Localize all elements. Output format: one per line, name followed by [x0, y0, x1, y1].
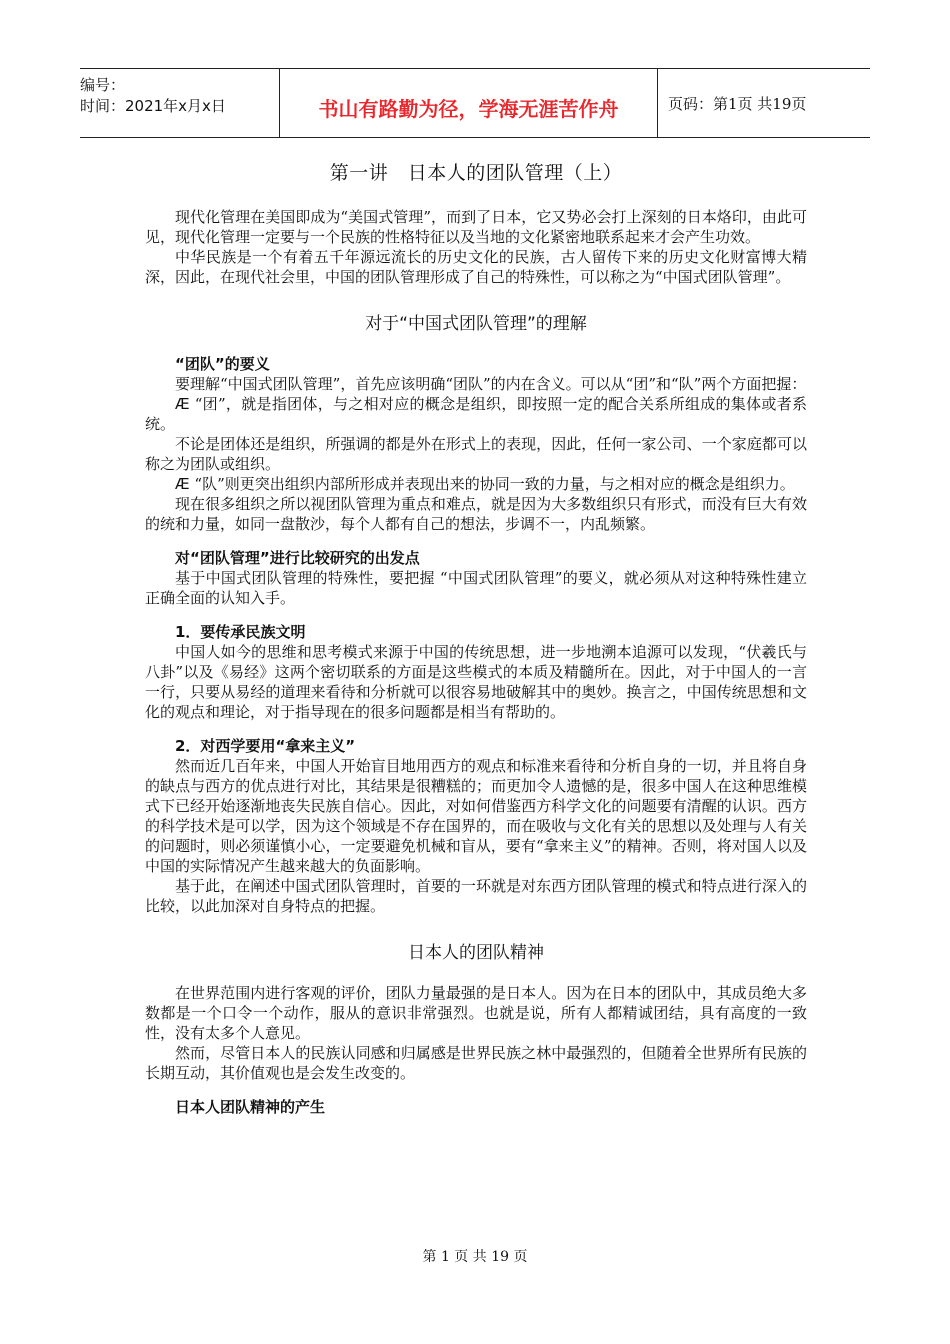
body-paragraph: 基于此，在阐述中国式团队管理时，首要的一环就是对东西方团队管理的模式和特点进行深入的比较，以此加深对自身特点的把握。 [145, 877, 807, 915]
header-meta [80, 69, 280, 137]
header-time: 时间：2021年x月x日 [80, 97, 226, 115]
bullet-paragraph [145, 394, 807, 434]
document-title: 第一讲 日本人的团队管理（上） [329, 162, 623, 184]
subheading: 日本人团队精神的产生 [175, 1098, 326, 1116]
section-heading: 对于“中国式团队管理”的理解 [365, 314, 587, 334]
page-footer: 第 1 页 共 19 页 [422, 1249, 528, 1265]
subheading: “团队”的要义 [175, 355, 270, 373]
body-paragraph: 然而，尽管日本人的民族认同感和归属感是世界民族之林中最强烈的，但随着全世界所有民族的长期互动，其价值观也是会发生改变的。 [145, 1044, 807, 1082]
document-body [145, 150, 807, 1117]
page-header [80, 68, 870, 138]
motto-text: 书山有路勤为径，学海无涯苦作舟 [318, 96, 619, 121]
body-paragraph: 要理解“中国式团队管理”，首先应该明确“团队”的内在含义。可以从“团”和“队”两个方面把握： [175, 375, 807, 393]
body-paragraph: 然而近几百年来，中国人开始盲目地用西方的观点和标准来看待和分析自身的一切，并且将自身的缺点与西方的优点进行对比，其结果是很糟糕的；而更加令人遗憾的是，很多中国人在这种思维模式下已经开始逐渐地丧失民族自信心。因此，对如何借鉴西方科学文化的问题要有清醒的认识。西方的科学技术是可以学，因为这个领域是不存在国界的，而在吸收与文化有关的思想以及处理与人有关的问题时，则必须谨慎小心，一定要避免机械和盲从，要有“拿来主义”的精神。否则，将对国人以及中国的实际情况产生越来越大的负面影响。 [145, 757, 807, 875]
header-motto [280, 69, 658, 137]
bullet-icon: Æ [175, 395, 190, 413]
header-number: 编号： [80, 76, 126, 94]
page-info-text: 页码：第1页 共19页 [668, 94, 807, 113]
bullet-paragraph [145, 474, 807, 494]
subheading: 1．要传承民族文明 [175, 623, 306, 641]
body-paragraph: 在世界范围内进行客观的评价，团队力量最强的是日本人。因为在日本的团队中，其成员绝大多数都是一个口令一个动作，服从的意识非常强烈。也就是说，所有人都精诚团结，具有高度的一致性，没有太多个人意见。 [145, 984, 807, 1042]
intro-paragraph: 中华民族是一个有着五千年源远流长的历史文化的民族，古人留传下来的历史文化财富博大精深，因此，在现代社会里，中国的团队管理形成了自己的特殊性，可以称之为“中国式团队管理”。 [145, 248, 807, 286]
body-paragraph: 基于中国式团队管理的特殊性，要把握 “中国式团队管理”的要义，就必须从对这种特殊性建立正确全面的认知入手。 [145, 569, 807, 607]
section-heading: 日本人的团队精神 [408, 943, 544, 963]
subheading: 2．对西学要用“拿来主义” [175, 737, 356, 755]
subheading: 对“团队管理”进行比较研究的出发点 [175, 549, 420, 567]
intro-paragraph: 现代化管理在美国即成为“美国式管理”，而到了日本，它又势必会打上深刻的日本烙印，由此可见，现代化管理一定要与一个民族的性格特征以及当地的文化紧密地联系起来才会产生功效。 [145, 208, 807, 246]
body-paragraph: 中国人如今的思维和思考模式来源于中国的传统思想，进一步地溯本追源可以发现，“伏羲氏与八卦”以及《易经》这两个密切联系的方面是这些模式的本质及精髓所在。因此，对于中国人的一言一行，只要从易经的道理来看待和分析就可以很容易地破解其中的奥妙。换言之，中国传统思想和文化的观点和理论，对于指导现在的很多问题都是相当有帮助的。 [145, 643, 807, 721]
body-paragraph: 现在很多组织之所以视团队管理为重点和难点，就是因为大多数组织只有形式，而没有巨大有效的统和力量，如同一盘散沙，每个人都有自己的想法，步调不一，内乱频繁。 [145, 495, 807, 533]
bullet-text: “团”，就是指团体，与之相对应的概念是组织，即按照一定的配合关系所组成的集体或者系统。 [145, 395, 807, 433]
bullet-icon: Æ [175, 475, 190, 493]
body-paragraph: 不论是团体还是组织，所强调的都是外在形式上的表现，因此，任何一家公司、一个家庭都可以称之为团队或组织。 [145, 435, 807, 473]
bullet-text: “队”则更突出组织内部所形成并表现出来的协同一致的力量，与之相对应的概念是组织力。 [194, 475, 795, 493]
header-page-info [658, 69, 870, 137]
